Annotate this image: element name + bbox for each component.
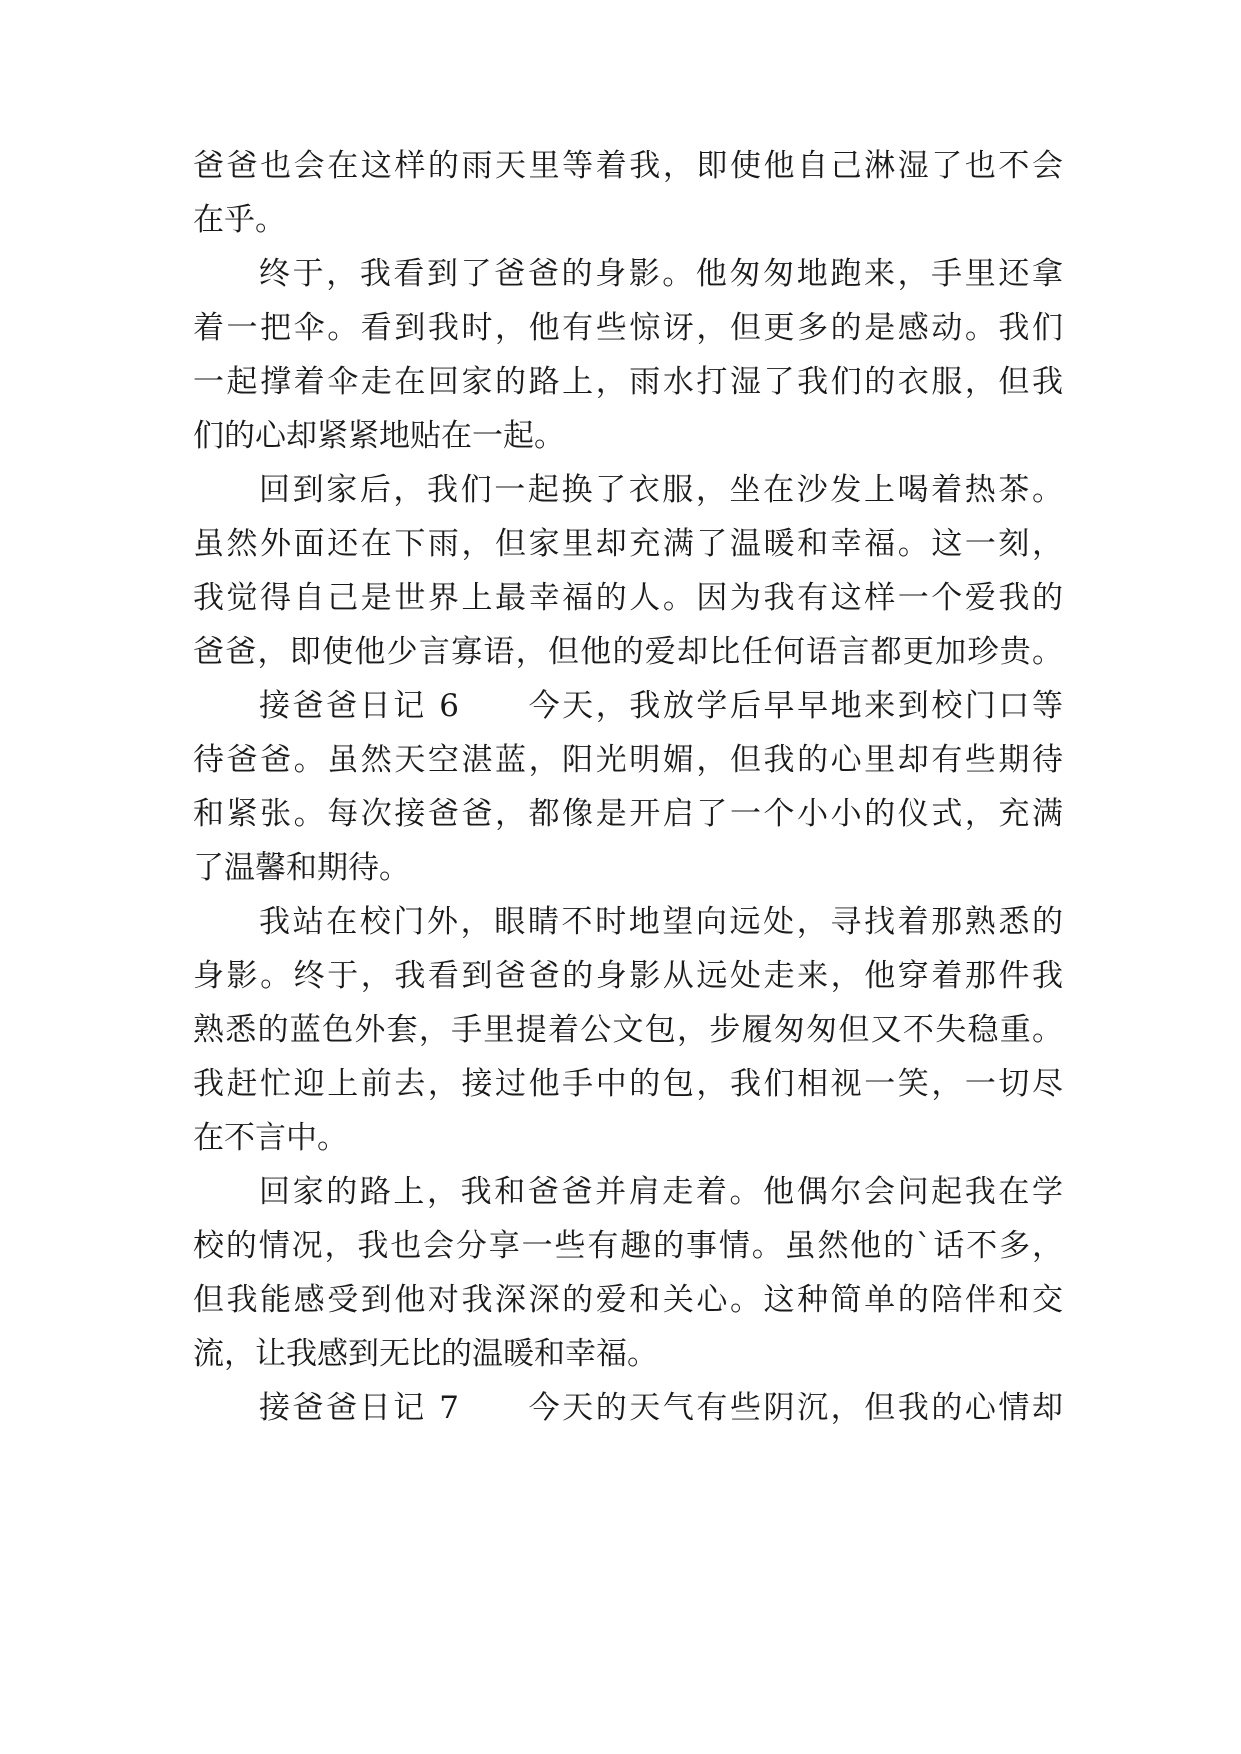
text-line: 在乎。 <box>193 202 286 238</box>
text-line: 我站在校门外，眼睛不时地望向远处，寻找着那熟悉的 <box>259 904 1063 940</box>
text-line: 爸爸，即使他少言寡语，但他的爱却比任何语言都更加珍贵。 <box>193 634 1063 670</box>
text-line: 校的情况，我也会分享一些有趣的事情。虽然他的`话不多， <box>193 1228 1063 1264</box>
text-line: 和紧张。每次接爸爸，都像是开启了一个小小的仪式，充满 <box>193 796 1063 832</box>
text-line: 熟悉的蓝色外套，手里提着公文包，步履匆匆但又不失稳重。 <box>193 1012 1063 1048</box>
text-line: 虽然外面还在下雨，但家里却充满了温暖和幸福。这一刻， <box>193 526 1063 562</box>
text-line: 身影。终于，我看到爸爸的身影从远处走来，他穿着那件我 <box>193 958 1063 994</box>
text-line: 我觉得自己是世界上最幸福的人。因为我有这样一个爱我的 <box>193 580 1063 616</box>
text-line: 一起撑着伞走在回家的路上，雨水打湿了我们的衣服，但我 <box>193 364 1063 400</box>
text-line: 但我能感受到他对我深深的爱和关心。这种简单的陪伴和交 <box>193 1282 1063 1318</box>
text-line: 在不言中。 <box>193 1120 348 1156</box>
text-line: 回到家后，我们一起换了衣服，坐在沙发上喝着热茶。 <box>259 472 1063 508</box>
text-line: 待爸爸。虽然天空湛蓝，阳光明媚，但我的心里却有些期待 <box>193 742 1063 778</box>
text-line: 爸爸也会在这样的雨天里等着我，即使他自己淋湿了也不会 <box>193 148 1063 184</box>
text-line: 着一把伞。看到我时，他有些惊讶，但更多的是感动。我们 <box>193 310 1063 346</box>
text-line: 了温馨和期待。 <box>193 850 410 886</box>
text-line: 接爸爸日记 6 今天，我放学后早早地来到校门口等 <box>259 688 1063 724</box>
text-line: 我赶忙迎上前去，接过他手中的包，我们相视一笑，一切尽 <box>193 1066 1063 1102</box>
text-line: 终于，我看到了爸爸的身影。他匆匆地跑来，手里还拿 <box>259 256 1063 292</box>
text-line: 流，让我感到无比的温暖和幸福。 <box>193 1336 658 1372</box>
text-line: 们的心却紧紧地贴在一起。 <box>193 418 565 454</box>
text-line: 接爸爸日记 7 今天的天气有些阴沉，但我的心情却 <box>259 1390 1063 1426</box>
text-line: 回家的路上，我和爸爸并肩走着。他偶尔会问起我在学 <box>259 1174 1063 1210</box>
